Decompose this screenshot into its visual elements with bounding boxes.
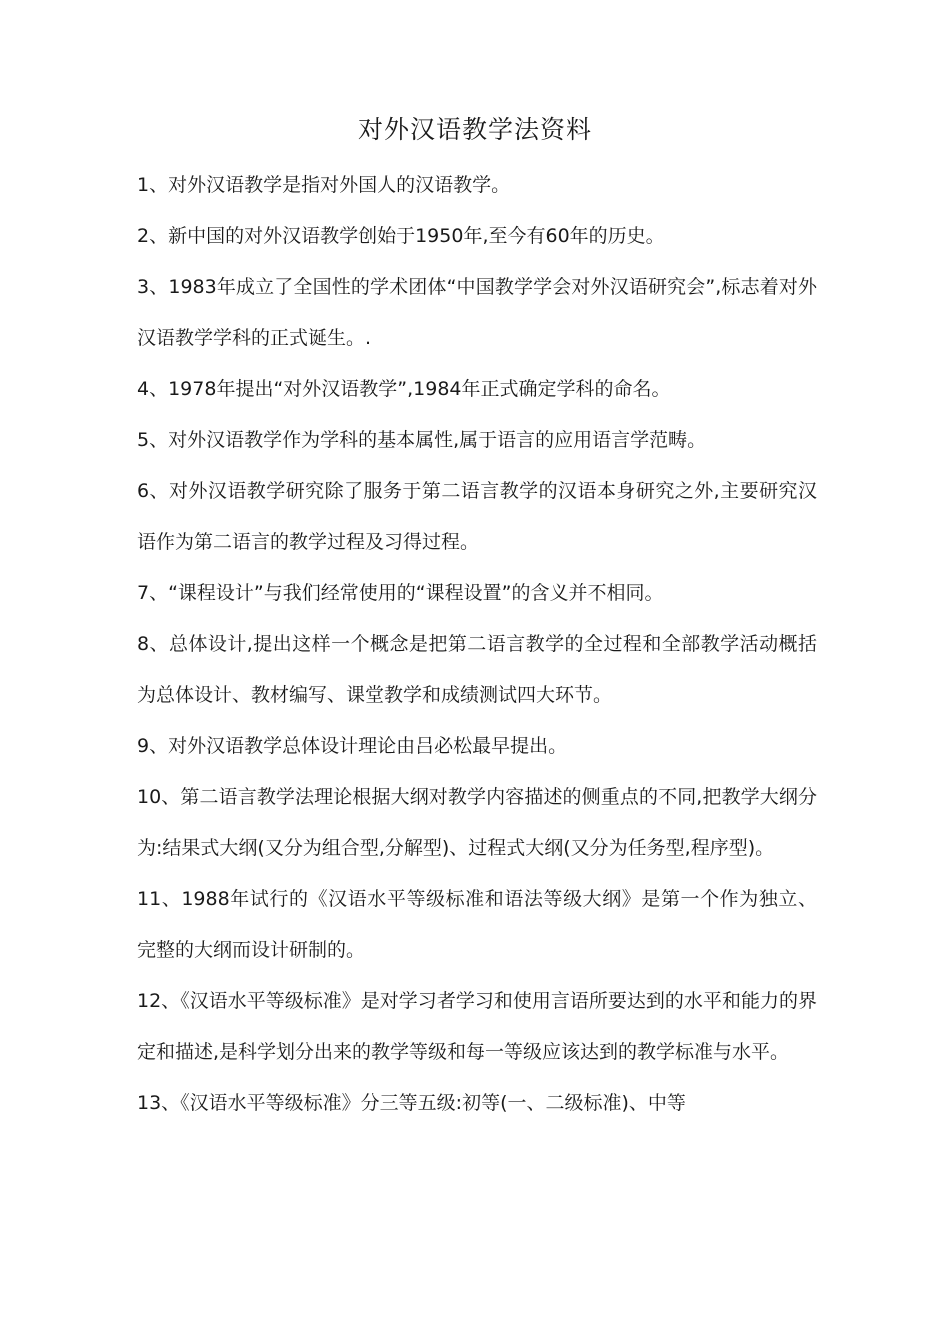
paragraph-8: 8、总体设计,提出这样一个概念是把第二语言教学的全过程和全部教学活动概括为总体设计、教材编写、课堂教学和成绩测试四大环节。 <box>137 633 817 706</box>
document-body <box>137 160 817 1129</box>
paragraph-2: 2、新中国的对外汉语教学创始于1950年,至今有60年的历史。 <box>137 225 665 247</box>
document-title: 对外汉语教学法资料 <box>357 115 592 144</box>
paragraph-3: 3、1983年成立了全国性的学术团体“中国教学学会对外汉语研究会”,标志着对外汉语教学学科的正式诞生。. <box>137 276 817 349</box>
paragraph-1: 1、对外汉语教学是指对外国人的汉语教学。 <box>137 174 511 196</box>
paragraph-4: 4、1978年提出“对外汉语教学”,1984年正式确定学科的命名。 <box>137 378 671 400</box>
paragraph-5: 5、对外汉语教学作为学科的基本属性,属于语言的应用语言学范畴。 <box>137 429 707 451</box>
paragraph-11: 11、1988年试行的《汉语水平等级标准和语法等级大纲》是第一个作为独立、完整的大纲而设计研制的。 <box>137 888 817 961</box>
paragraph-9: 9、对外汉语教学总体设计理论由吕必松最早提出。 <box>137 735 568 757</box>
paragraph-7: 7、“课程设计”与我们经常使用的“课程设置”的含义并不相同。 <box>137 582 664 604</box>
paragraph-10: 10、第二语言教学法理论根据大纲对教学内容描述的侧重点的不同,把教学大纲分为:结果式大纲(又分为组合型,分解型)、过程式大纲(又分为任务型,程序型)。 <box>137 786 817 859</box>
paragraph-13: 13、《汉语水平等级标准》分三等五级:初等(一、二级标准)、中等 <box>137 1092 686 1114</box>
paragraph-6: 6、对外汉语教学研究除了服务于第二语言教学的汉语本身研究之外,主要研究汉语作为第二语言的教学过程及习得过程。 <box>137 480 817 553</box>
paragraph-12: 12、《汉语水平等级标准》是对学习者学习和使用言语所要达到的水平和能力的界定和描述,是科学划分出来的教学等级和每一等级应该达到的教学标准与水平。 <box>137 990 817 1063</box>
